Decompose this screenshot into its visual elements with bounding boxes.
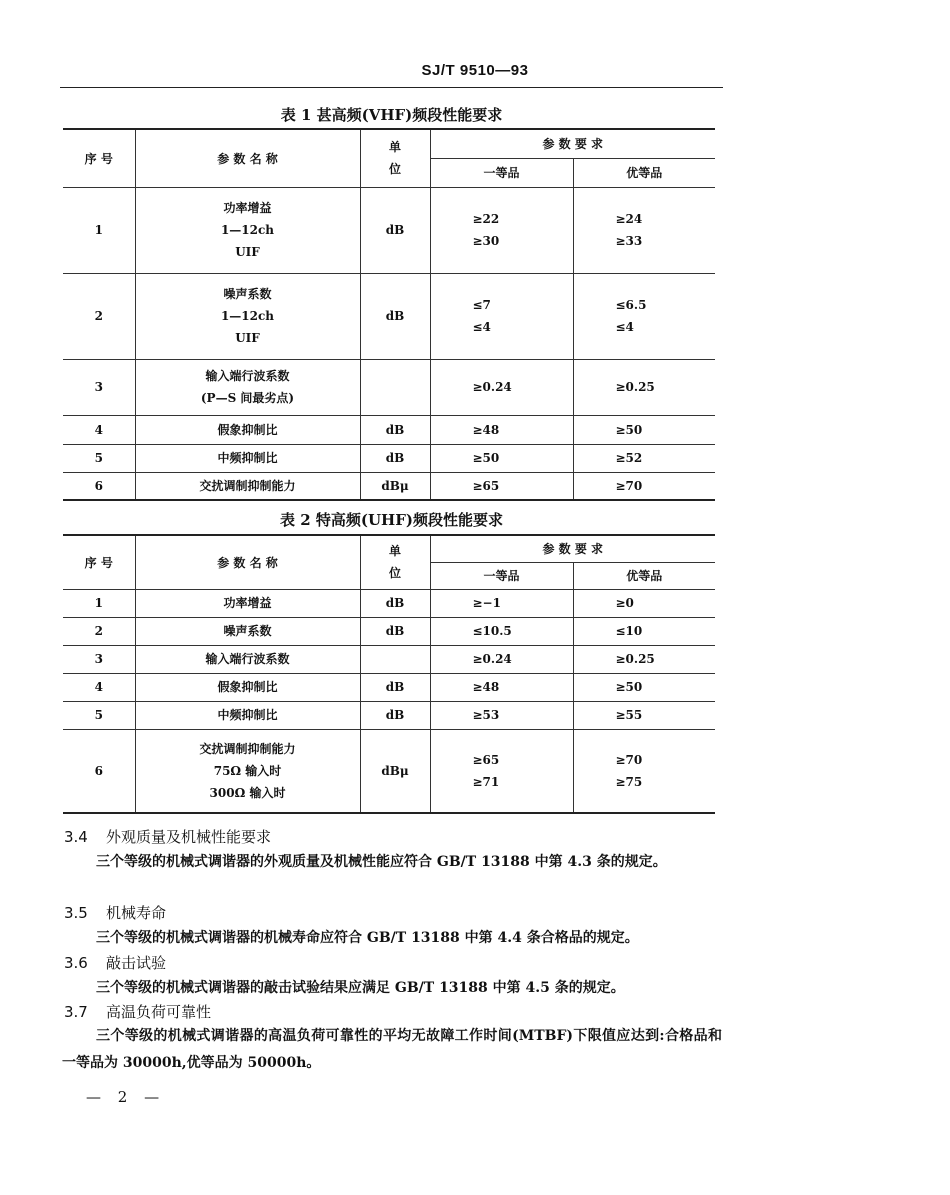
table2-cell-grade2 (573, 673, 715, 701)
table1-cell-unit: dB (360, 273, 430, 359)
section-3-7-heading (64, 1001, 211, 1022)
table2-cell-grade2 (573, 589, 715, 617)
table2-cell-grade2 (573, 645, 715, 673)
table1-cell-grade1-line: ≥50 (472, 451, 500, 465)
table1-header-grade1: 一等品 (430, 158, 573, 187)
table-row (63, 273, 715, 359)
table2-cell-grade1-line: ≥71 (472, 774, 500, 789)
table2-header-req: 参 数 要 求 (430, 535, 715, 562)
table2-cell-name (135, 589, 360, 617)
table1-cell-grade1 (430, 472, 573, 500)
table2-cell-grade1 (430, 645, 573, 673)
table1-cell-grade2 (573, 359, 715, 415)
table-row (63, 589, 715, 617)
section-title: 高温负荷可靠性 (106, 1003, 212, 1021)
table2-cell-grade1 (430, 729, 573, 813)
table1-cell-name-line: 输入端行波系数 (205, 369, 290, 383)
section-3-4-heading (64, 826, 271, 847)
table1-header-unit-1: 单 (388, 140, 401, 155)
section-3-5-text: 三个等级的机械式调谐器的机械寿命应符合 GB/T 13188 中第 4.4 条合格品的规定。 (96, 930, 639, 946)
table1-cell-name (135, 359, 360, 415)
table1-cell-grade1 (430, 273, 573, 359)
table1-cell-seq: 6 (63, 472, 135, 500)
table1-cell-grade1-line: ≤4 (472, 320, 491, 334)
section-number: 3.7 (64, 1003, 88, 1021)
table1-header-name: 参 数 名 称 (135, 129, 360, 187)
table-row (63, 617, 715, 645)
table1 (63, 128, 715, 501)
table2-cell-seq: 6 (63, 729, 135, 813)
table2-cell-grade1-line: ≥53 (472, 708, 500, 722)
table2-cell-unit: dB (360, 617, 430, 645)
section-number: 3.4 (64, 828, 88, 846)
table1-cell-grade2 (573, 187, 715, 273)
table2-cell-seq: 5 (63, 701, 135, 729)
table1-cell-seq: 4 (63, 415, 135, 444)
table1-cell-seq: 2 (63, 273, 135, 359)
table1-cell-grade1 (430, 444, 573, 472)
table2-cell-grade2 (573, 729, 715, 813)
table2-header-unit-2: 位 (388, 566, 401, 581)
section-3-4-text: 三个等级的机械式调谐器的外观质量及机械性能应符合 GB/T 13188 中第 4.3 条的规定。 (96, 854, 667, 870)
table2-cell-grade1-line: ≥−1 (472, 596, 501, 610)
table1-cell-name-line: UIF (235, 331, 260, 345)
table1-cell-unit: dB (360, 187, 430, 273)
table2-header-seq: 序 号 (63, 535, 135, 589)
table2-header-name: 参 数 名 称 (135, 535, 360, 589)
table1-cell-grade1-line: ≤7 (472, 298, 491, 312)
table1-cell-seq: 5 (63, 444, 135, 472)
section-title: 外观质量及机械性能要求 (106, 828, 272, 846)
table1-cell-grade2 (573, 444, 715, 472)
table2-cell-name (135, 701, 360, 729)
table2-cell-name (135, 729, 360, 813)
section-number: 3.6 (64, 954, 88, 972)
table2-header-grade1: 一等品 (430, 562, 573, 589)
table1-cell-grade1-line: ≥65 (472, 478, 500, 493)
table2-cell-grade2 (573, 701, 715, 729)
table2-cell-name (135, 645, 360, 673)
table1-cell-name-line: (P—S 间最劣点) (200, 391, 295, 405)
table2-cell-unit: dB (360, 589, 430, 617)
table2-cell-seq: 1 (63, 589, 135, 617)
table1-cell-grade1-line: ≥30 (472, 234, 500, 248)
table1-header-unit (360, 129, 430, 187)
table2-cell-name-line: 300Ω 输入时 (209, 785, 286, 800)
table-row (63, 645, 715, 673)
table2-header-grade2: 优等品 (573, 562, 715, 589)
table1-cell-name-line: UIF (235, 245, 260, 259)
table-row (63, 415, 715, 444)
table-row (63, 187, 715, 273)
section-3-7-text: 三个等级的机械式调谐器的高温负荷可靠性的平均无故障工作时间(MTBF)下限值应达到:合格品和一等品为 30000h,优等品为 50000h。 (62, 1028, 722, 1071)
table1-cell-grade2-line: ≥24 (615, 212, 643, 226)
table-row (63, 673, 715, 701)
table-row (63, 701, 715, 729)
table2-cell-grade1-line: ≥0.24 (472, 652, 512, 666)
table2-cell-grade2-line: ≥55 (615, 708, 643, 722)
table1-cell-name-line: 1—12ch (220, 223, 275, 237)
table1-cell-grade2-line: ≥0.25 (615, 380, 655, 394)
table1-cell-name (135, 472, 360, 500)
table1-cell-grade2 (573, 415, 715, 444)
table2-header-unit (360, 535, 430, 589)
table1-cell-name (135, 415, 360, 444)
table2-cell-grade1 (430, 701, 573, 729)
table-row (63, 472, 715, 500)
table2-cell-seq: 4 (63, 673, 135, 701)
section-title: 敲击试验 (106, 954, 167, 972)
section-3-6-heading (64, 952, 166, 973)
table2-cell-grade1 (430, 617, 573, 645)
table1-cell-grade2-line: ≤4 (615, 320, 634, 334)
document-header: SJ/T 9510—93 (421, 62, 529, 79)
table2-cell-name (135, 617, 360, 645)
table1-header-grade2: 优等品 (573, 158, 715, 187)
table1-cell-name-line: 功率增益 (223, 201, 272, 215)
table1-cell-grade1 (430, 187, 573, 273)
table-row (63, 359, 715, 415)
table2-cell-grade1-line: ≥65 (472, 752, 500, 767)
section-3-5-heading (64, 902, 166, 923)
table1-cell-seq: 1 (63, 187, 135, 273)
table1-cell-name (135, 273, 360, 359)
table1-cell-name (135, 444, 360, 472)
table1-cell-name-line: 1—12ch (220, 309, 275, 323)
table1-cell-name-line: 噪声系数 (223, 287, 272, 301)
table1-header-req: 参 数 要 求 (430, 129, 715, 158)
table-row (63, 444, 715, 472)
table2-cell-name-line: 假象抑制比 (217, 680, 278, 694)
table2-cell-name (135, 673, 360, 701)
table2-cell-name-line: 输入端行波系数 (205, 652, 290, 666)
table2-cell-unit (360, 645, 430, 673)
table1-cell-grade2-line: ≤6.5 (615, 298, 647, 312)
table1-cell-name-line: 假象抑制比 (217, 422, 278, 437)
table2-cell-grade2-line: ≥0.25 (615, 652, 655, 666)
table2-cell-grade1-line: ≥48 (472, 680, 500, 694)
table2-cell-name-line: 中频抑制比 (217, 708, 278, 722)
table1-cell-name-line: 交扰调制抑制能力 (199, 478, 296, 493)
table2-cell-grade2-line: ≥75 (615, 774, 643, 789)
table2-cell-grade1 (430, 589, 573, 617)
section-number: 3.5 (64, 904, 88, 922)
table1-caption: 表 1 甚高频(VHF)频段性能要求 (280, 106, 503, 124)
table2-cell-grade2-line: ≤10 (615, 624, 643, 638)
header-rule (60, 87, 723, 88)
table1-cell-grade1 (430, 359, 573, 415)
page-number: — 2 — (86, 1088, 166, 1106)
section-title: 机械寿命 (106, 904, 167, 922)
table2-cell-grade2-line: ≥70 (615, 752, 643, 767)
table1-header-seq: 序 号 (63, 129, 135, 187)
table1-cell-grade1-line: ≥0.24 (472, 380, 512, 394)
table2-caption: 表 2 特高频(UHF)频段性能要求 (280, 511, 503, 529)
table1-cell-unit: dB (360, 415, 430, 444)
table1-cell-grade2-line: ≥33 (615, 234, 643, 248)
table2-cell-name-line: 75Ω 输入时 (213, 763, 282, 778)
table1-cell-grade2-line: ≥50 (615, 422, 643, 437)
table2-cell-seq: 2 (63, 617, 135, 645)
table2-cell-name-line: 交扰调制抑制能力 (199, 741, 296, 756)
table-row (63, 729, 715, 813)
table1-cell-grade1-line: ≥22 (472, 212, 500, 226)
table2-cell-unit: dBμ (360, 729, 430, 813)
table1-cell-name (135, 187, 360, 273)
table1-cell-unit: dBμ (360, 472, 430, 500)
table2-cell-grade2-line: ≥0 (615, 596, 634, 610)
table1-cell-grade2 (573, 472, 715, 500)
table2 (63, 534, 715, 814)
table2-cell-grade2 (573, 617, 715, 645)
table1-cell-grade2-line: ≥70 (615, 478, 643, 493)
table1-cell-unit: dB (360, 444, 430, 472)
table2-cell-name-line: 功率增益 (223, 596, 272, 610)
table2-header-unit-1: 单 (388, 544, 401, 559)
table1-cell-grade2-line: ≥52 (615, 451, 643, 465)
table2-cell-name-line: 噪声系数 (223, 624, 272, 638)
table2-cell-grade1-line: ≤10.5 (472, 624, 512, 638)
table2-cell-unit: dB (360, 701, 430, 729)
table2-cell-unit: dB (360, 673, 430, 701)
table1-cell-unit (360, 359, 430, 415)
table2-cell-seq: 3 (63, 645, 135, 673)
table1-cell-name-line: 中频抑制比 (217, 451, 278, 465)
table2-cell-grade2-line: ≥50 (615, 680, 643, 694)
section-3-6-text: 三个等级的机械式调谐器的敲击试验结果应满足 GB/T 13188 中第 4.5 条的规定。 (96, 980, 625, 996)
table1-cell-grade1 (430, 415, 573, 444)
table1-header-unit-2: 位 (388, 162, 401, 177)
table1-cell-grade1-line: ≥48 (472, 422, 500, 437)
table2-cell-grade1 (430, 673, 573, 701)
table1-cell-seq: 3 (63, 359, 135, 415)
table1-cell-grade2 (573, 273, 715, 359)
